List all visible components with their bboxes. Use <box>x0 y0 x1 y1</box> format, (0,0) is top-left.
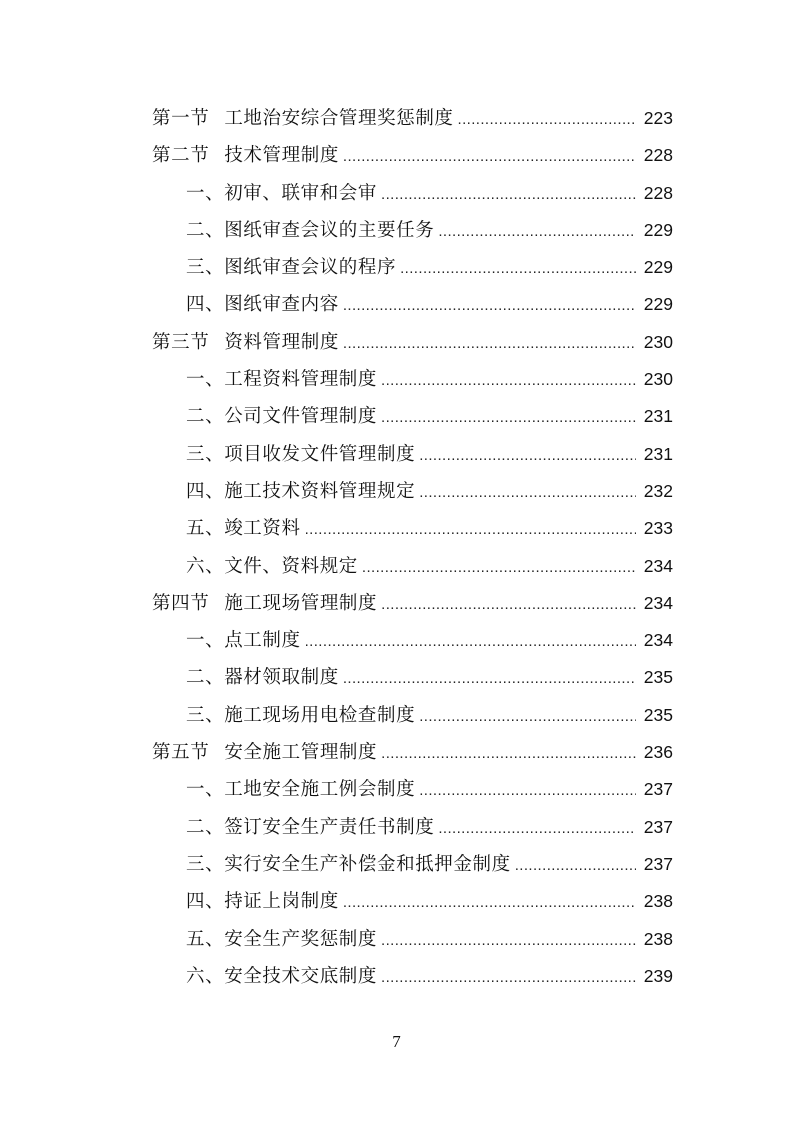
toc-entry-number: 三、 <box>186 443 225 465</box>
toc-dot-leader <box>381 183 636 207</box>
toc-section-entry[interactable] <box>0 324 793 361</box>
toc-entry-number: 二、 <box>186 667 225 689</box>
toc-dot-leader <box>515 854 636 878</box>
toc-entry-page-number: 239 <box>643 965 673 986</box>
toc-entry-title: 器材领取制度 <box>224 667 339 689</box>
toc-entry-number: 二、 <box>186 219 225 241</box>
page-number: 7 <box>392 1032 401 1051</box>
toc-entry-label <box>152 107 454 131</box>
toc-dot-leader <box>381 742 636 766</box>
toc-subsection-entry[interactable] <box>0 921 793 958</box>
toc-entry-page-number: 228 <box>643 145 673 166</box>
toc-dot-leader <box>438 220 636 244</box>
toc-subsection-entry[interactable] <box>0 809 793 846</box>
toc-entry-label <box>186 965 377 989</box>
toc-entry-label <box>186 778 415 802</box>
toc-entry-page-number: 237 <box>643 816 673 837</box>
toc-entry-title: 公司文件管理制度 <box>224 406 378 428</box>
toc-entry-number: 三、 <box>186 257 225 279</box>
toc-subsection-entry[interactable] <box>0 548 793 585</box>
toc-subsection-entry[interactable] <box>0 883 793 920</box>
toc-dot-leader <box>343 891 636 915</box>
toc-dot-leader <box>381 929 636 953</box>
toc-entry-title: 文件、资料规定 <box>224 555 358 577</box>
toc-entry-title: 图纸审查内容 <box>224 294 339 316</box>
toc-entry-label <box>152 592 377 616</box>
toc-entry-page-number: 238 <box>643 928 673 949</box>
toc-entry-page-number: 229 <box>643 294 673 315</box>
toc-entry-label <box>186 629 301 653</box>
toc-entry-label <box>186 405 377 429</box>
toc-entry-page-number: 237 <box>643 779 673 800</box>
toc-entry-number: 一、 <box>186 182 225 204</box>
toc-entry-number: 二、 <box>186 406 225 428</box>
toc-entry-title: 资料管理制度 <box>224 331 339 353</box>
toc-subsection-entry[interactable] <box>0 175 793 212</box>
toc-entry-title: 技术管理制度 <box>224 145 339 167</box>
toc-entry-page-number: 232 <box>643 480 673 501</box>
toc-subsection-entry[interactable] <box>0 771 793 808</box>
toc-entry-label <box>186 293 339 317</box>
toc-entry-title: 实行安全生产补偿金和抵押金制度 <box>224 853 511 875</box>
toc-entry-page-number: 235 <box>643 704 673 725</box>
toc-dot-leader <box>419 705 636 729</box>
toc-entry-page-number: 235 <box>643 667 673 688</box>
toc-subsection-entry[interactable] <box>0 286 793 323</box>
toc-entry-label <box>186 368 377 392</box>
toc-entry-number: 五、 <box>186 928 225 950</box>
toc-entry-title: 工地安全施工例会制度 <box>224 779 416 801</box>
toc-entry-title: 安全施工管理制度 <box>224 742 378 764</box>
toc-dot-leader <box>381 369 636 393</box>
toc-entry-number: 六、 <box>186 965 225 987</box>
toc-entry-label <box>186 219 434 243</box>
toc-entry-page-number: 234 <box>643 592 673 613</box>
toc-entry-page-number: 228 <box>643 182 673 203</box>
toc-entry-page-number: 237 <box>643 853 673 874</box>
toc-entry-number: 三、 <box>186 853 225 875</box>
toc-entry-number: 四、 <box>186 891 225 913</box>
toc-entry-page-number: 231 <box>643 406 673 427</box>
toc-entry-label <box>186 853 511 877</box>
toc-entry-label <box>186 480 415 504</box>
toc-dot-leader <box>438 817 636 841</box>
toc-section-entry[interactable] <box>0 137 793 174</box>
toc-entry-number: 六、 <box>186 555 225 577</box>
toc-subsection-entry[interactable] <box>0 697 793 734</box>
toc-entry-label <box>186 890 339 914</box>
toc-entry-page-number: 236 <box>643 742 673 763</box>
table-of-contents <box>0 100 793 995</box>
toc-entry-number: 第三节 <box>152 331 210 353</box>
toc-entry-page-number: 229 <box>643 257 673 278</box>
toc-entry-number: 四、 <box>186 294 225 316</box>
toc-subsection-entry[interactable] <box>0 361 793 398</box>
toc-entry-label <box>186 816 434 840</box>
toc-entry-number: 第五节 <box>152 742 210 764</box>
toc-section-entry[interactable] <box>0 585 793 622</box>
toc-entry-number: 四、 <box>186 480 225 502</box>
toc-subsection-entry[interactable] <box>0 436 793 473</box>
toc-dot-leader <box>362 556 636 580</box>
toc-entry-page-number: 230 <box>643 331 673 352</box>
toc-entry-title: 项目收发文件管理制度 <box>224 443 416 465</box>
toc-subsection-entry[interactable] <box>0 473 793 510</box>
toc-entry-label <box>186 256 396 280</box>
toc-entry-number: 第二节 <box>152 145 210 167</box>
toc-dot-leader <box>343 332 636 356</box>
toc-entry-label <box>186 517 301 541</box>
toc-dot-leader <box>343 294 636 318</box>
toc-dot-leader <box>381 593 636 617</box>
toc-entry-title: 初审、联审和会审 <box>224 182 378 204</box>
toc-entry-page-number: 223 <box>643 108 673 128</box>
toc-dot-leader <box>305 518 636 542</box>
toc-entry-title: 安全技术交底制度 <box>224 965 378 987</box>
toc-subsection-entry[interactable] <box>0 846 793 883</box>
toc-subsection-entry[interactable] <box>0 958 793 995</box>
toc-dot-leader <box>400 257 636 281</box>
toc-section-entry[interactable] <box>0 734 793 771</box>
toc-entry-title: 工程资料管理制度 <box>224 369 378 391</box>
toc-dot-leader <box>381 966 636 990</box>
toc-dot-leader <box>343 667 636 691</box>
toc-entry-page-number: 238 <box>643 891 673 912</box>
toc-subsection-entry[interactable] <box>0 249 793 286</box>
toc-subsection-entry[interactable] <box>0 212 793 249</box>
toc-entry-title: 竣工资料 <box>224 518 301 540</box>
toc-entry-label <box>186 704 415 728</box>
toc-entry-title: 持证上岗制度 <box>224 891 339 913</box>
toc-dot-leader <box>419 444 636 468</box>
toc-entry-title: 图纸审查会议的程序 <box>224 257 397 279</box>
toc-entry-title: 图纸审查会议的主要任务 <box>224 219 435 241</box>
toc-subsection-entry[interactable] <box>0 622 793 659</box>
toc-entry-label <box>152 144 339 168</box>
toc-dot-leader <box>381 406 636 430</box>
toc-entry-label <box>186 928 377 952</box>
toc-subsection-entry[interactable] <box>0 510 793 547</box>
toc-entry-number: 一、 <box>186 779 225 801</box>
toc-entry-label <box>152 331 339 355</box>
toc-entry-page-number: 233 <box>643 518 673 539</box>
toc-entry-number: 第四节 <box>152 592 210 614</box>
toc-entry-title: 施工现场管理制度 <box>224 592 378 614</box>
toc-entry-number: 五、 <box>186 518 225 540</box>
toc-dot-leader <box>419 779 636 803</box>
toc-dot-leader <box>305 630 636 654</box>
toc-entry-title: 签订安全生产责任书制度 <box>224 816 435 838</box>
toc-entry-page-number: 234 <box>643 630 673 651</box>
toc-dot-leader <box>458 108 636 132</box>
toc-entry-label <box>186 443 415 467</box>
toc-entry-number: 一、 <box>186 369 225 391</box>
toc-entry-title: 安全生产奖惩制度 <box>224 928 378 950</box>
toc-entry-label <box>186 182 377 206</box>
toc-subsection-entry[interactable] <box>0 659 793 696</box>
toc-section-entry[interactable] <box>0 100 793 137</box>
toc-entry-title: 工地治安综合管理奖惩制度 <box>224 108 454 129</box>
toc-entry-number: 三、 <box>186 704 225 726</box>
toc-dot-leader <box>343 145 636 169</box>
toc-entry-title: 施工现场用电检查制度 <box>224 704 416 726</box>
toc-entry-number: 一、 <box>186 630 225 652</box>
toc-entry-label <box>186 666 339 690</box>
toc-subsection-entry[interactable] <box>0 398 793 435</box>
toc-entry-page-number: 230 <box>643 369 673 390</box>
toc-entry-number: 二、 <box>186 816 225 838</box>
toc-entry-title: 施工技术资料管理规定 <box>224 480 416 502</box>
toc-entry-title: 点工制度 <box>224 630 301 652</box>
toc-entry-page-number: 229 <box>643 219 673 240</box>
toc-entry-label <box>152 741 377 765</box>
toc-dot-leader <box>419 481 636 505</box>
toc-entry-page-number: 231 <box>643 443 673 464</box>
toc-entry-number: 第一节 <box>152 108 210 129</box>
toc-entry-page-number: 234 <box>643 555 673 576</box>
toc-entry-label <box>186 555 358 579</box>
